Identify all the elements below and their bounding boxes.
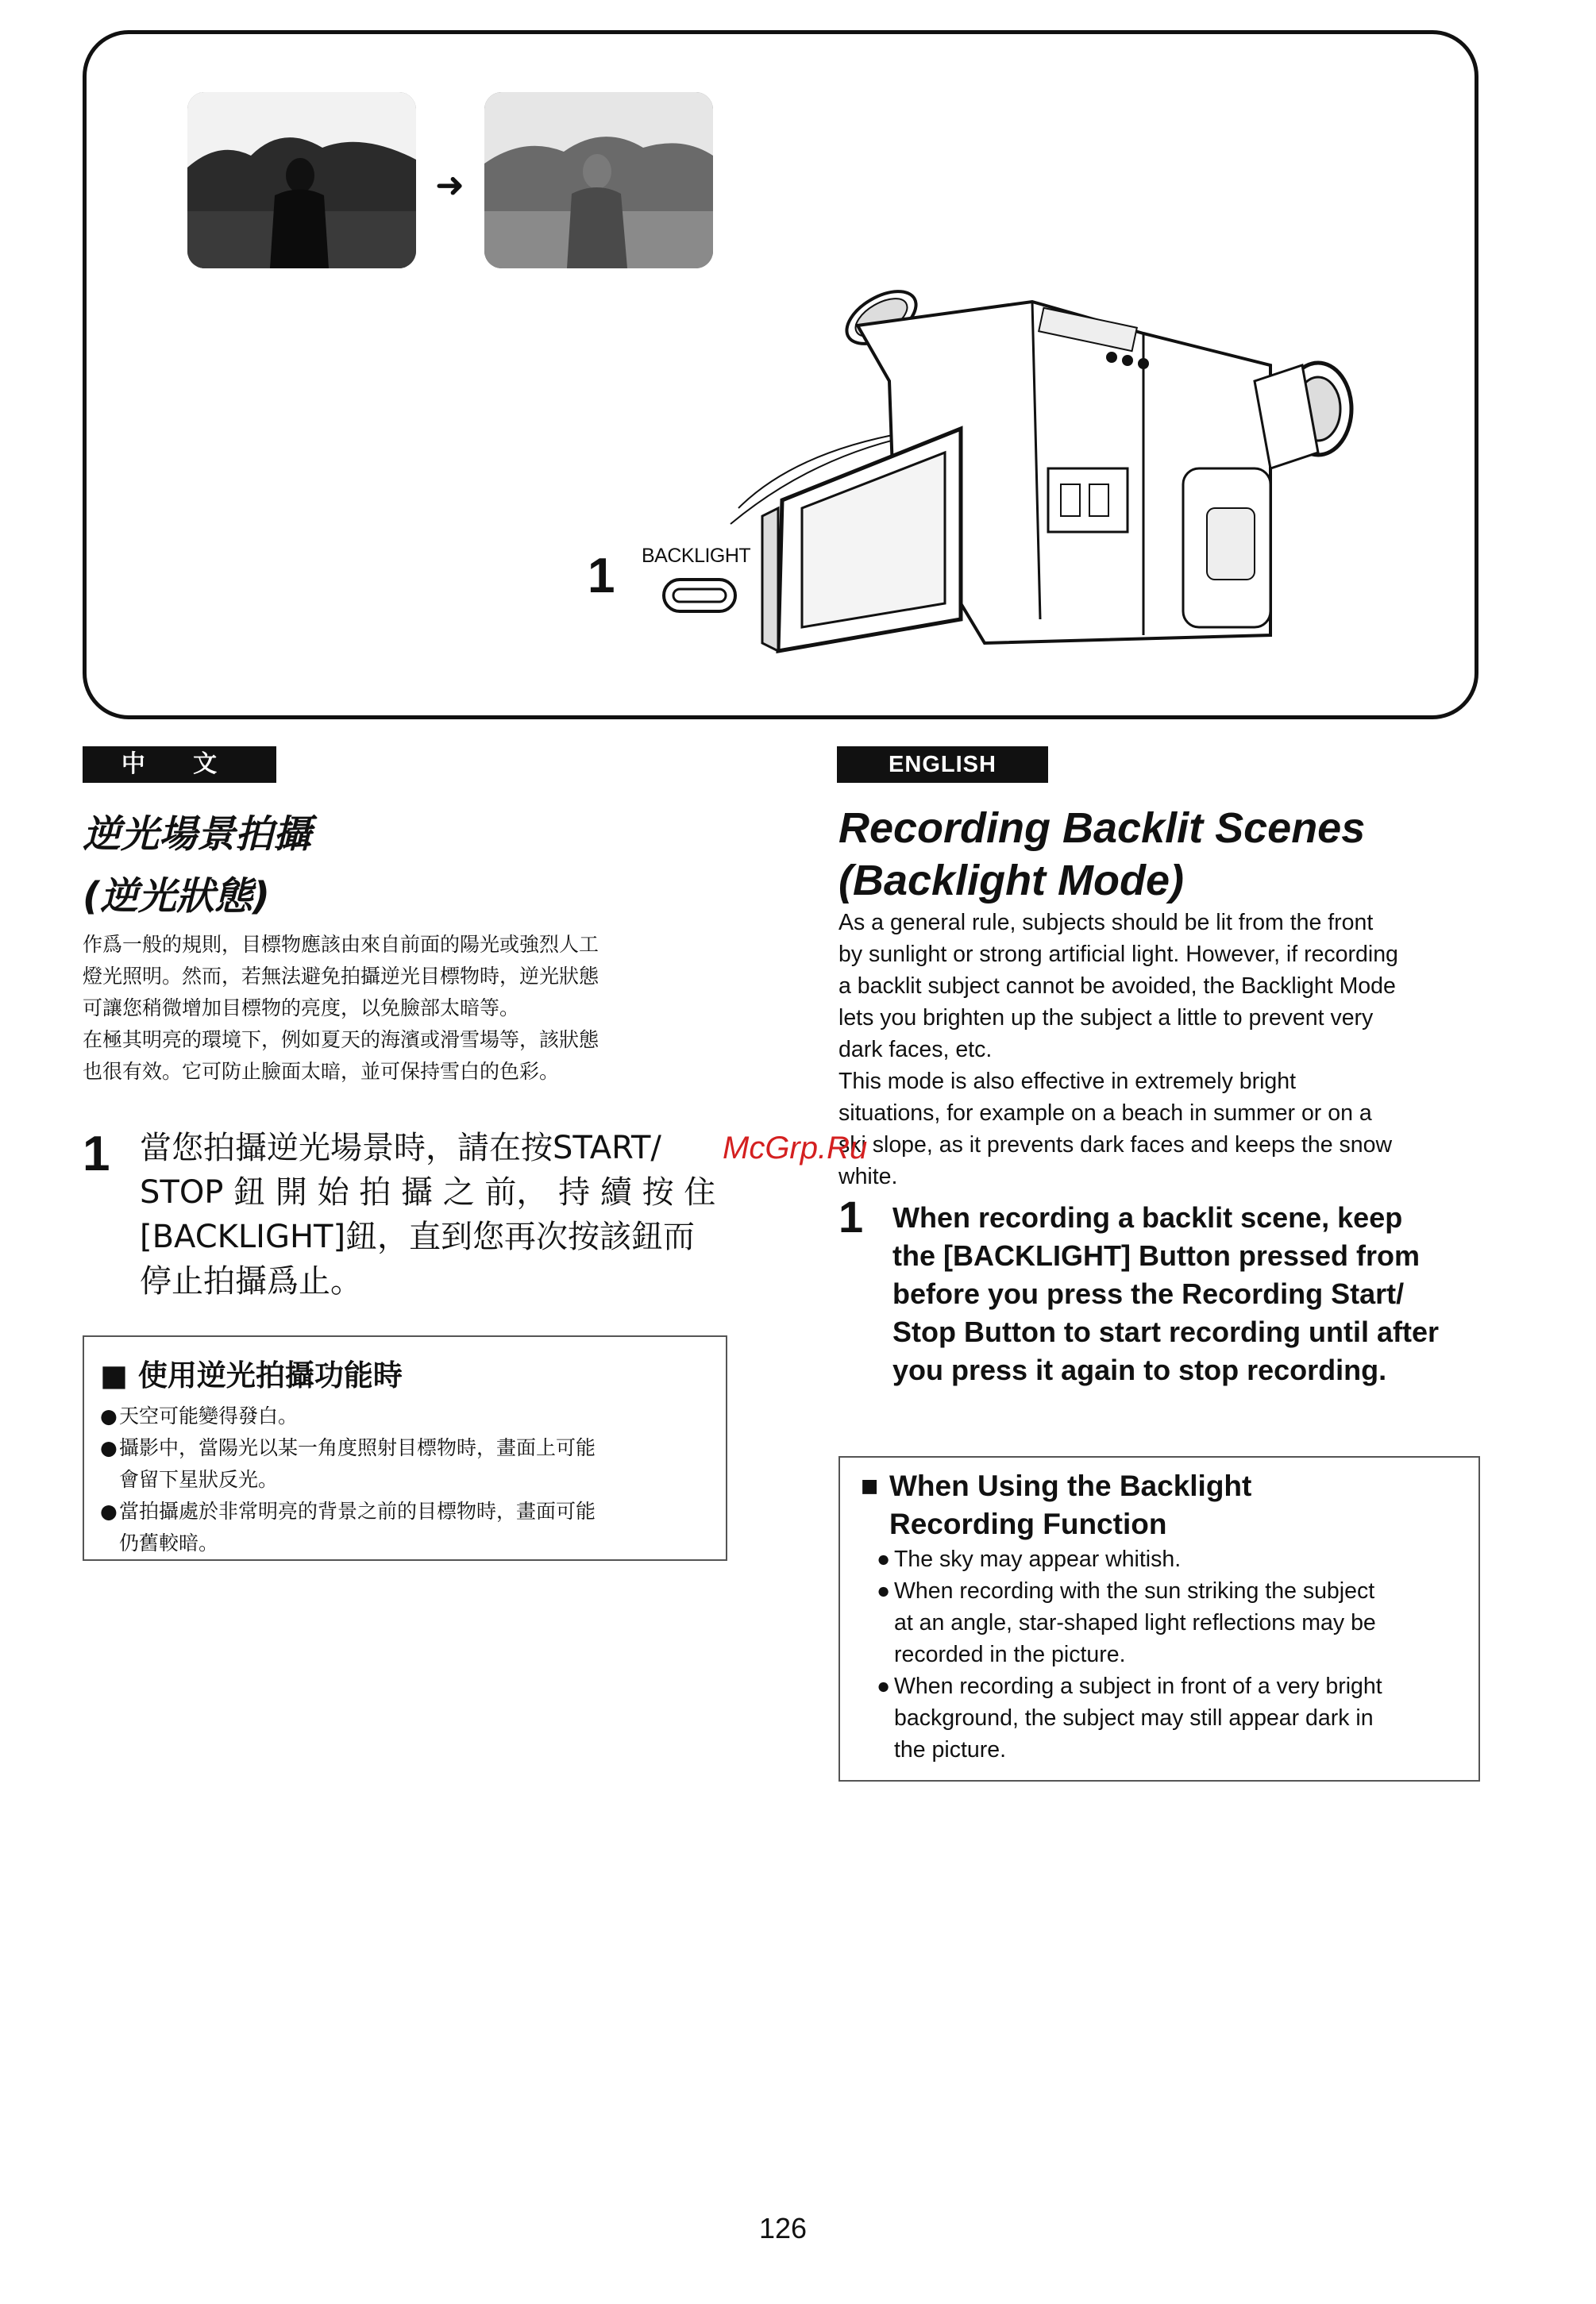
backlight-button-label: BACKLIGHT	[642, 545, 751, 567]
arrow-icon: ➜	[435, 166, 465, 205]
chinese-step-line: [BACKLIGHT]鈕，直到您再次按該鈕而	[140, 1219, 696, 1255]
camcorder-illustration	[699, 270, 1382, 691]
english-step-line: you press it again to stop recording.	[892, 1354, 1387, 1386]
chinese-note-item: 會留下星狀反光。	[119, 1468, 279, 1491]
english-step-line: the [BACKLIGHT] Button pressed from	[892, 1239, 1420, 1272]
english-note-item: background, the subject may still appear dark in	[894, 1705, 1374, 1731]
chinese-subtitle: (逆光狀態)	[83, 874, 270, 919]
figure-step-number: 1	[588, 549, 615, 603]
english-step-number: 1	[838, 1192, 864, 1242]
english-intro-line: This mode is also effective in extremely bright	[838, 1069, 1297, 1094]
chinese-step-line: 當您拍攝逆光場景時，請在按START/	[140, 1130, 661, 1166]
chinese-intro-line: 可讓您稍微增加目標物的亮度，以免臉部太暗等。	[83, 996, 520, 1019]
english-note-title-line: Recording Function	[889, 1508, 1167, 1540]
photo-after-backlight	[484, 92, 713, 268]
english-step-line: before you press the Recording Start/	[892, 1277, 1405, 1310]
english-note-item: at an angle, star-shaped light reflections may be	[894, 1610, 1376, 1636]
chinese-intro-line: 也很有效。它可防止臉面太暗，並可保持雪白的色彩。	[83, 1060, 560, 1083]
english-note-title	[861, 1467, 1463, 1543]
chinese-intro	[83, 929, 726, 1088]
chinese-step-text	[140, 1126, 727, 1304]
english-intro-line: As a general rule, subjects should be lit from the front	[838, 910, 1374, 935]
bullet-icon: ●	[100, 1404, 118, 1427]
english-title-line: Recording Backlit Scenes	[838, 804, 1366, 852]
english-note-box	[838, 1456, 1480, 1782]
chinese-intro-line: 作爲一般的規則，目標物應該由來自前面的陽光或強烈人工	[83, 933, 599, 956]
chinese-section-tag: 中 文	[83, 746, 276, 783]
square-bullet-icon: ■	[861, 1470, 879, 1502]
chinese-intro-line: 燈光照明。然而，若無法避免拍攝逆光目標物時，逆光狀態	[83, 965, 599, 988]
bullet-icon: ●	[877, 1578, 891, 1604]
english-step-text	[892, 1199, 1504, 1389]
photo-before-backlight	[187, 92, 416, 268]
bullet-icon: ●	[877, 1674, 891, 1699]
english-title	[838, 802, 1521, 907]
english-intro-line: by sunlight or strong artificial light. However, if recording	[838, 942, 1398, 967]
chinese-note-title: ■ 使用逆光拍攝功能時	[100, 1358, 403, 1393]
chinese-note-item: ● 天空可能變得發白。	[100, 1401, 710, 1432]
english-intro-line: a backlit subject cannot be avoided, the Backlight Mode	[838, 973, 1396, 999]
english-intro-line: ski slope, as it prevents dark faces and keeps the snow	[838, 1132, 1393, 1158]
english-intro-line: white.	[838, 1164, 898, 1189]
english-intro-line: lets you brighten up the subject a little to prevent very	[838, 1005, 1374, 1031]
english-step-line: Stop Button to start recording until after	[892, 1316, 1439, 1348]
bullet-icon: ●	[877, 1547, 891, 1572]
chinese-title: 逆光場景拍攝	[83, 812, 312, 857]
chinese-step-line: 停止拍攝爲止。	[140, 1263, 362, 1300]
chinese-note-item: 仍舊較暗。	[119, 1532, 219, 1555]
english-note-title-line: When Using the Backlight	[889, 1470, 1252, 1502]
chinese-note-item: ● 當拍攝處於非常明亮的背景之前的目標物時，畫面可能	[100, 1496, 710, 1528]
english-note-item: ● When recording with the sun striking the subject	[877, 1575, 1463, 1607]
english-section-tag: ENGLISH	[837, 746, 1048, 783]
english-intro-line: situations, for example on a beach in summer or on a	[838, 1100, 1372, 1126]
english-note-item: recorded in the picture.	[894, 1642, 1126, 1667]
chinese-note-item: ● 攝影中，當陽光以某一角度照射目標物時，畫面上可能	[100, 1432, 710, 1464]
page-number: 126	[759, 2212, 808, 2244]
english-step-line: When recording a backlit scene, keep	[892, 1201, 1403, 1234]
english-note-item: the picture.	[894, 1737, 1006, 1763]
watermark: McGrp.Ru	[723, 1131, 868, 1165]
bullet-icon: ●	[100, 1436, 118, 1459]
english-title-line: (Backlight Mode)	[838, 857, 1185, 904]
chinese-note-box	[83, 1335, 727, 1561]
chinese-step-line: STOP 鈕 開 始 拍 攝 之 前， 持 續 按 住	[140, 1174, 716, 1211]
chinese-intro-line: 在極其明亮的環境下，例如夏天的海濱或滑雪場等，該狀態	[83, 1028, 599, 1051]
english-note-item: ● When recording a subject in front of a very bright	[877, 1670, 1463, 1702]
bullet-icon: ●	[100, 1500, 118, 1523]
english-note-item: ● The sky may appear whitish.	[877, 1543, 1463, 1575]
chinese-step-number: 1	[83, 1127, 110, 1181]
english-intro	[838, 907, 1490, 1192]
english-intro-line: dark faces, etc.	[838, 1037, 993, 1062]
